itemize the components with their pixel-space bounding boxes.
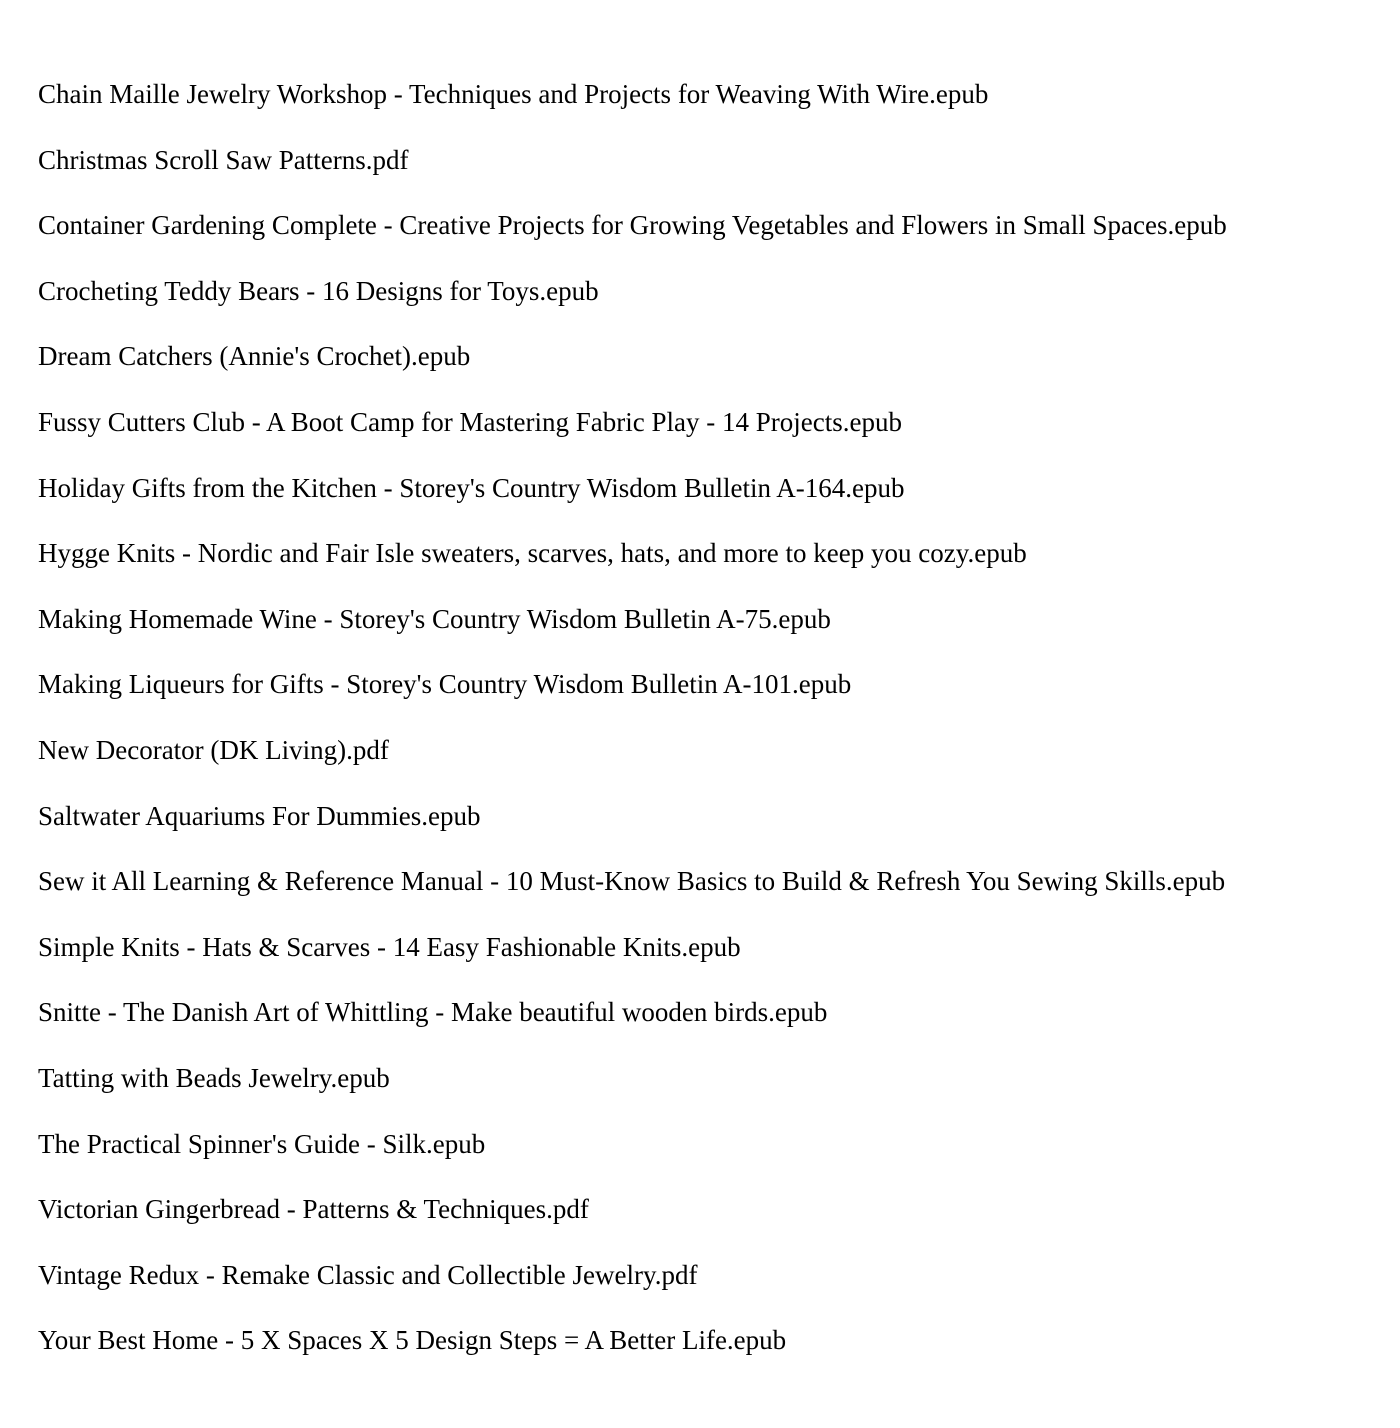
file-item: Simple Knits - Hats & Scarves - 14 Easy Fashionable Knits.epub (38, 931, 741, 962)
file-item: Tatting with Beads Jewelry.epub (38, 1062, 390, 1093)
file-item: The Practical Spinner's Guide - Silk.epub (38, 1128, 486, 1159)
file-item: Vintage Redux - Remake Classic and Collectible Jewelry.pdf (38, 1259, 698, 1290)
file-item: Crocheting Teddy Bears - 16 Designs for Toys.epub (38, 275, 599, 306)
file-item: Dream Catchers (Annie's Crochet).epub (38, 341, 471, 372)
file-item: Making Homemade Wine - Storey's Country Wisdom Bulletin A-75.epub (38, 603, 831, 634)
file-item: Snitte - The Danish Art of Whittling - Make beautiful wooden birds.epub (38, 997, 828, 1028)
file-item: Saltwater Aquariums For Dummies.epub (38, 800, 481, 831)
file-item: Holiday Gifts from the Kitchen - Storey's Country Wisdom Bulletin A-164.epub (38, 472, 905, 503)
file-item: Victorian Gingerbread - Patterns & Techniques.pdf (38, 1194, 589, 1225)
file-item: Making Liqueurs for Gifts - Storey's Country Wisdom Bulletin A-101.epub (38, 669, 852, 700)
file-item: Christmas Scroll Saw Patterns.pdf (38, 144, 409, 175)
file-list (38, 76, 1378, 1388)
file-item: Chain Maille Jewelry Workshop - Techniques and Projects for Weaving With Wire.epub (38, 79, 989, 109)
file-item: New Decorator (DK Living).pdf (38, 734, 389, 765)
file-item: Sew it All Learning & Reference Manual - 10 Must-Know Basics to Build & Refresh You Sewing Skills.epub (38, 866, 1226, 897)
file-item: Fussy Cutters Club - A Boot Camp for Mastering Fabric Play - 14 Projects.epub (38, 406, 902, 437)
file-item: Hygge Knits - Nordic and Fair Isle sweaters, scarves, hats, and more to keep you cozy.epub (38, 538, 1027, 569)
file-item: Container Gardening Complete - Creative Projects for Growing Vegetables and Flowers in Small Spaces.epub (38, 210, 1227, 241)
file-item: Your Best Home - 5 X Spaces X 5 Design Steps = A Better Life.epub (38, 1325, 787, 1356)
